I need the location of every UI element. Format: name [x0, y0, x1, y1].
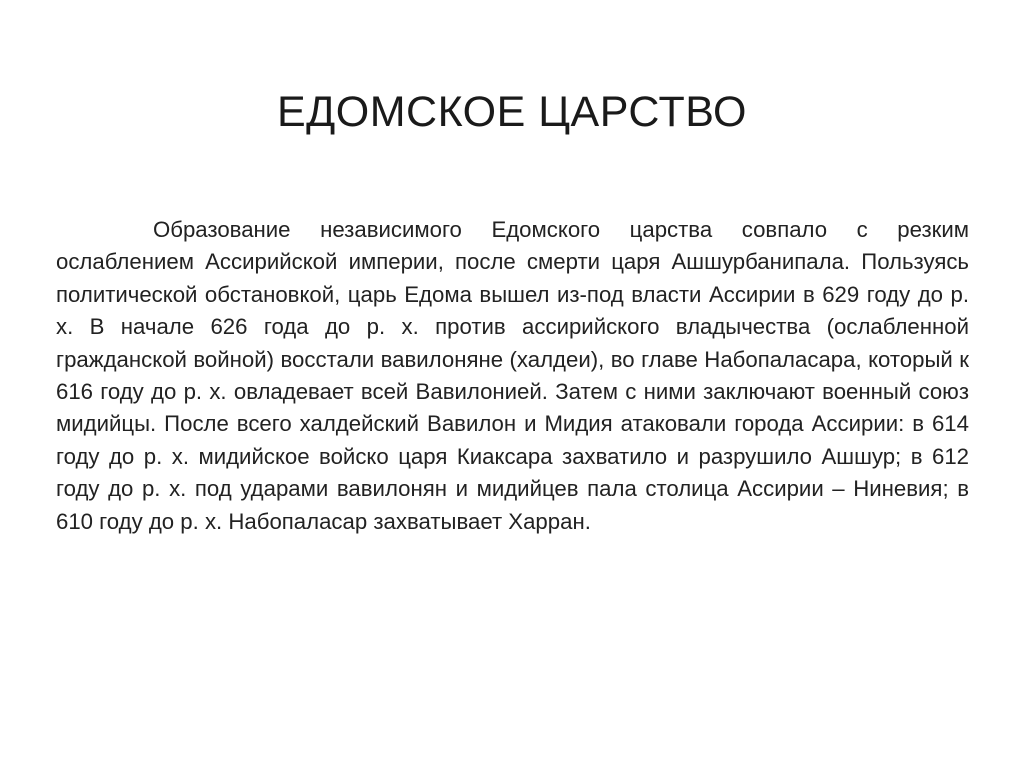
slide-title: ЕДОМСКОЕ ЦАРСТВО [276, 88, 748, 136]
slide-body-paragraph: Образование независимого Едомского царства совпало с резким ослаблением Ассирийской империи, после смерти царя Ашшурбанипала. Пользуясь политической обстановкой, царь Едома вышел из-под власти Ассирии в 629 году до р. х. В начале 626 года до р. х. против ассирийского владычества (ослабленной гражданской войной) восстали вавилоняне (халдеи), во главе Набопаласара, который к 616 году до р. х. овладевает всей Вавилонией. Затем с ними заключают военный союз мидийцы. После всего халдейский Вавилон и Мидия атаковали города Ассирии: в 614 году до р. х. мидийское войско царя Киаксара захватило и разрушило Ашшур; в 612 году до р. х. под ударами вавилонян и мидийцев пала столица Ассирии – Ниневия; в 610 году до р. х. Набопаласар захватывает Харран. [56, 217, 969, 534]
